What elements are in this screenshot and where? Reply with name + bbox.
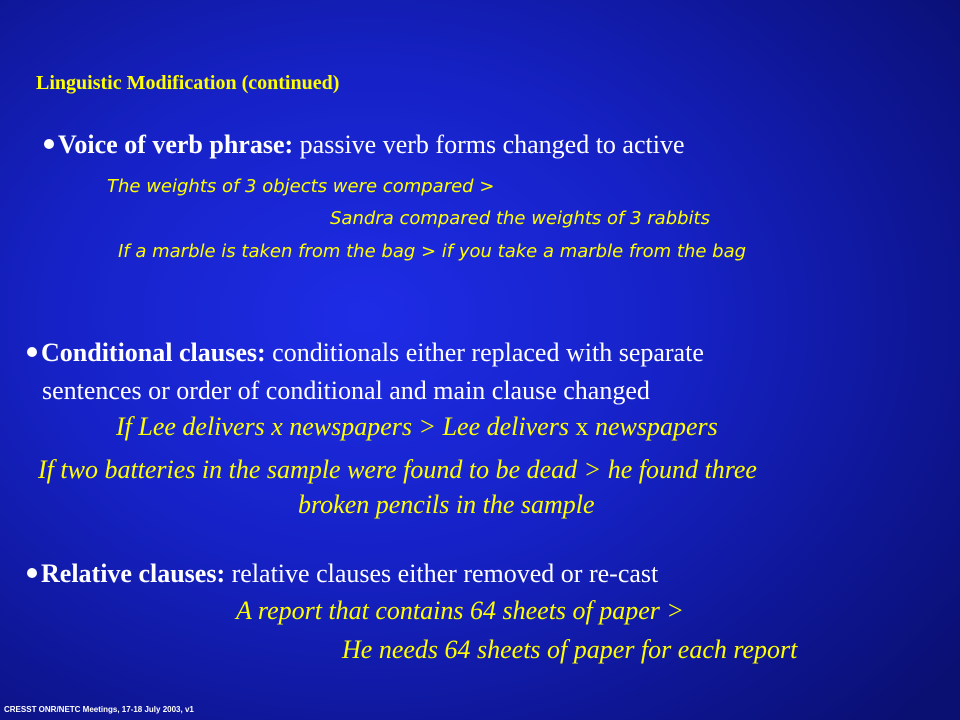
bullet-conditional-text: conditionals either replaced with separate xyxy=(265,338,704,367)
voice-example-2: Sandra compared the weights of 3 rabbits xyxy=(330,208,710,229)
conditional-example-1-b: x xyxy=(575,412,589,441)
bullet-relative xyxy=(27,559,658,589)
footer: CRESST ONR/NETC Meetings, 17-18 July 2003, v1 xyxy=(4,705,194,714)
conditional-example-2-line-2: broken pencils in the sample xyxy=(298,490,595,519)
bullet-dot-icon xyxy=(27,347,37,357)
voice-example-1: The weights of 3 objects were compared > xyxy=(107,176,495,197)
bullet-dot-icon xyxy=(27,568,37,578)
bullet-conditional xyxy=(27,338,704,368)
bullet-dot-icon xyxy=(44,139,54,149)
relative-example-2: He needs 64 sheets of paper for each report xyxy=(342,635,798,664)
bullet-relative-text: relative clauses either removed or re-cast xyxy=(225,559,659,588)
relative-example-1: A report that contains 64 sheets of paper > xyxy=(236,596,684,625)
conditional-example-1 xyxy=(116,412,718,442)
bullet-voice-text: passive verb forms changed to active xyxy=(293,130,685,159)
voice-example-3: If a marble is taken from the bag > if you take a marble from the bag xyxy=(118,241,747,262)
bullet-conditional-text-2: sentences or order of conditional and main clause changed xyxy=(42,376,650,405)
conditional-example-2-line-1: If two batteries in the sample were found to be dead > he found three xyxy=(38,455,757,484)
bullet-voice-lead: Voice of verb phrase: xyxy=(58,130,294,159)
conditional-example-1-a: If Lee delivers x newspapers > Lee delivers xyxy=(116,412,576,441)
bullet-voice xyxy=(44,130,684,160)
slide-title: Linguistic Modification (continued) xyxy=(36,72,340,94)
bullet-relative-lead: Relative clauses: xyxy=(41,559,226,588)
conditional-example-1-c: newspapers xyxy=(588,412,718,441)
bullet-conditional-lead: Conditional clauses: xyxy=(41,338,266,367)
